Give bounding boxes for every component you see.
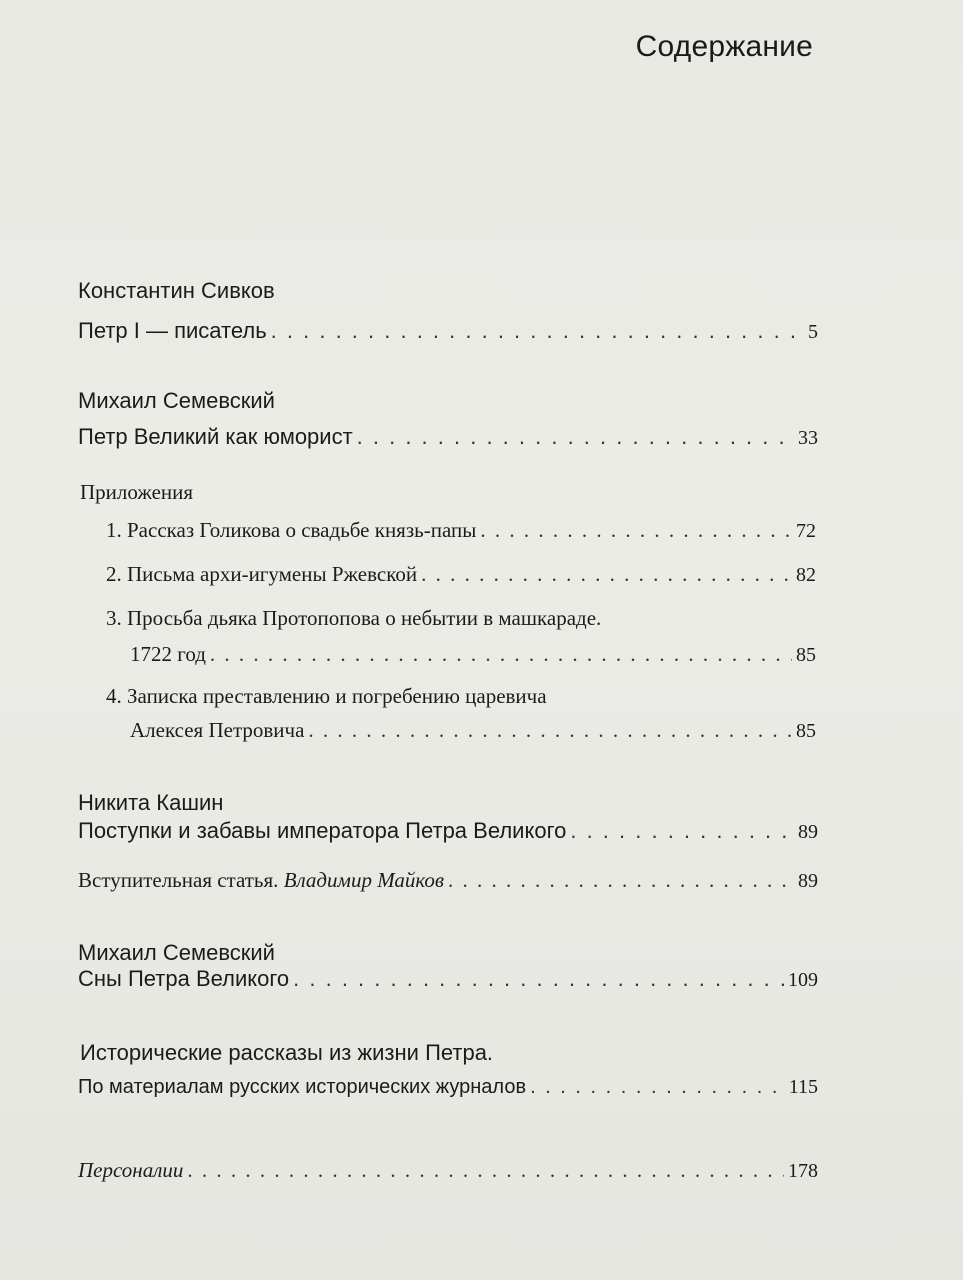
toc-page-number: 72: [796, 520, 816, 542]
section-historical-title: Исторические рассказы из жизни Петра.: [80, 1040, 494, 1065]
toc-entry-appendix-3-line1: 3. Просьба дьяка Протопопова о небытии в машкараде.: [106, 606, 602, 630]
toc-entry-title: 2. Письма архи-игумены Ржевской: [106, 562, 418, 586]
toc-entry-appendix-4[interactable]: [130, 718, 816, 743]
leader-dots: [293, 966, 784, 992]
toc-entry-humorist[interactable]: [78, 424, 818, 450]
toc-entry-title: Петр I — писатель: [78, 318, 267, 343]
toc-entry-title: Поступки и забавы императора Петра Великого: [78, 818, 567, 843]
toc-page-number: 33: [798, 427, 818, 449]
toc-page-number: 5: [808, 321, 818, 343]
leader-dots: [530, 1076, 785, 1099]
toc-page-number: 85: [796, 720, 816, 742]
toc-entry-title: Сны Петра Великого: [78, 966, 290, 991]
toc-entry-postupki[interactable]: [78, 818, 818, 844]
toc-entry-title: 1722 год: [130, 642, 206, 666]
author-semevsky: Михаил Семевский: [78, 388, 275, 413]
toc-entry-personalia[interactable]: [78, 1158, 818, 1183]
toc-entry-appendix-3[interactable]: [130, 642, 816, 667]
appendix-heading: Приложения: [80, 480, 194, 504]
toc-entry-appendix-1[interactable]: [106, 518, 816, 543]
leader-dots: [448, 868, 794, 893]
toc-entry-title: По материалам русских исторических журналов: [78, 1076, 527, 1098]
page-title: Содержание: [635, 30, 813, 63]
author-kashin: Никита Кашин: [78, 790, 224, 815]
leader-dots: [357, 424, 794, 450]
toc-page-number: 85: [796, 644, 816, 666]
leader-dots: [210, 642, 792, 667]
toc-page-number: 115: [788, 1076, 818, 1098]
toc-entry-appendix-4-line1: 4. Записка преставлению и погребению царевича: [106, 684, 547, 708]
intro-author: Владимир Майков: [283, 868, 445, 892]
toc-entry-title: 1. Рассказ Голикова о свадьбе князь-папы: [106, 518, 477, 542]
author-sivkov: Константин Сивков: [78, 278, 275, 303]
leader-dots: [570, 818, 794, 844]
leader-dots: [187, 1158, 784, 1183]
toc-entry-title: Персоналии: [78, 1158, 184, 1182]
toc-entry-title: Алексея Петровича: [130, 718, 305, 742]
leader-dots: [271, 318, 804, 344]
intro-label: Вступительная статья.: [78, 868, 279, 892]
leader-dots: [480, 518, 792, 543]
toc-entry-sny[interactable]: [78, 966, 818, 992]
toc-entry-appendix-2[interactable]: [106, 562, 816, 587]
author-semevsky-2: Михаил Семевский: [78, 940, 275, 965]
toc-entry-pisatel[interactable]: [78, 318, 818, 344]
leader-dots: [308, 718, 792, 743]
toc-entry-title: Петр Великий как юморист: [78, 424, 353, 449]
toc-page-number: 82: [796, 564, 816, 586]
leader-dots: [421, 562, 792, 587]
toc-entry-title: [78, 868, 444, 893]
toc-page-number: 89: [798, 821, 818, 843]
toc-page-number: 89: [798, 870, 818, 892]
toc-entry-intro[interactable]: [78, 868, 818, 893]
toc-page-number: 109: [788, 969, 818, 991]
toc-page-number: 178: [788, 1160, 818, 1182]
toc-entry-historical[interactable]: [78, 1076, 818, 1099]
